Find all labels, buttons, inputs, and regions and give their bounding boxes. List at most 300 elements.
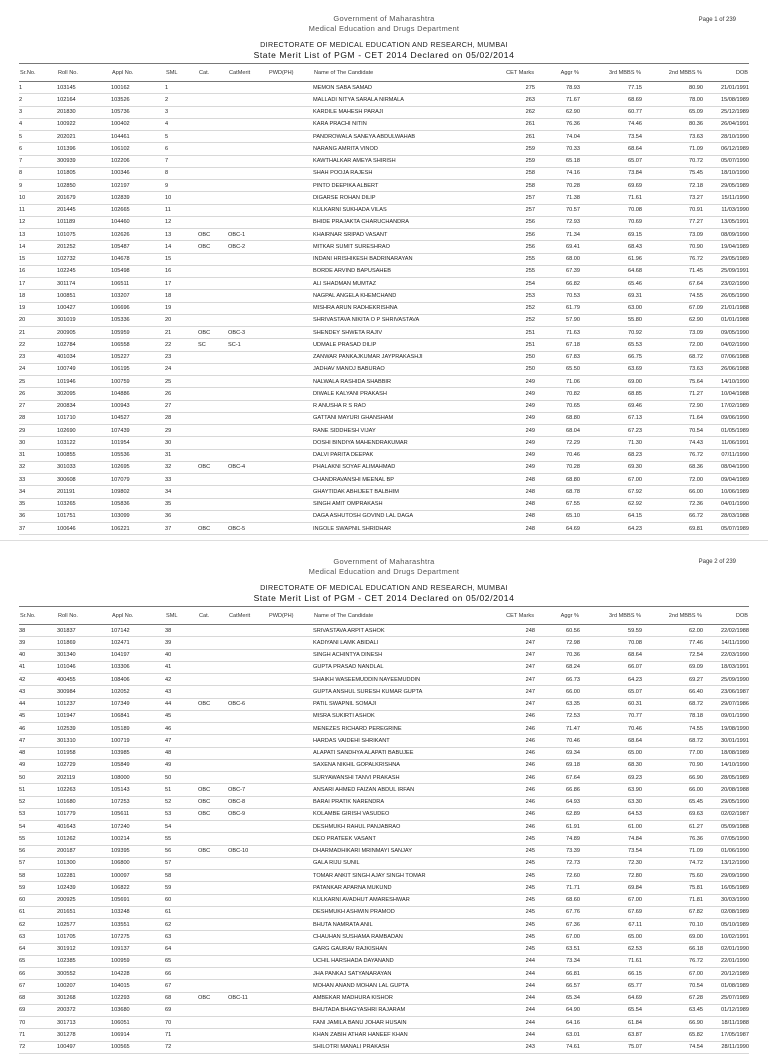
- cell-appl-no: 100759: [111, 376, 165, 388]
- cell-dob: 29/09/1990: [703, 870, 749, 882]
- cell-category: [198, 388, 228, 400]
- table-row: [19, 376, 749, 388]
- cell-third-mbbs-percent: 65.00: [580, 931, 642, 943]
- cell-third-mbbs-percent: 67.11: [580, 919, 642, 931]
- cell-second-mbbs-percent: 69.27: [642, 674, 703, 686]
- cell-candidate-name: SINGH AMIT OMPRAKASH: [313, 498, 488, 510]
- cell-second-mbbs-percent: 76.72: [642, 955, 703, 967]
- cell-sr-no: 42: [19, 674, 57, 686]
- cell-appl-no: 105536: [111, 449, 165, 461]
- cell-third-mbbs-percent: 63.69: [580, 363, 642, 375]
- cell-dob: 07/11/1990: [703, 449, 749, 461]
- cell-appl-no: 104461: [111, 131, 165, 143]
- cell-candidate-name: ALAPATI SANDHYA ALAPATI BABUJEE: [313, 747, 488, 759]
- cell-cet-marks: 244: [488, 955, 535, 967]
- cell-candidate-name: MOHAN ANAND MOHAN LAL GUPTA: [313, 980, 488, 992]
- cell-category: [198, 265, 228, 277]
- cell-aggr-percent: 72.98: [535, 637, 580, 649]
- cell-pwd: [268, 461, 313, 473]
- cell-candidate-name: SURYAWANSHI TANVI PRAKASH: [313, 772, 488, 784]
- cell-pwd: [268, 376, 313, 388]
- cell-dob: 22/01/1990: [703, 955, 749, 967]
- cell-roll-no: 101396: [57, 143, 111, 155]
- cell-sml: 1: [165, 82, 198, 94]
- cell-category: [198, 437, 228, 449]
- cell-candidate-name: DEO PRATEEK VASANT: [313, 833, 488, 845]
- column-header-sr-no: Sr.No.: [19, 607, 57, 625]
- cell-appl-no: 103985: [111, 747, 165, 759]
- cell-second-mbbs-percent: 70.90: [642, 759, 703, 771]
- cell-candidate-name: INDANI HRISHIKESH BADRINARAYAN: [313, 253, 488, 265]
- cell-pwd: [268, 155, 313, 167]
- cell-category: [198, 351, 228, 363]
- cell-third-mbbs-percent: 65.07: [580, 155, 642, 167]
- cell-sml: 62: [165, 919, 198, 931]
- cell-third-mbbs-percent: 71.30: [580, 437, 642, 449]
- cell-pwd: [268, 821, 313, 833]
- cell-cat-merit: [228, 772, 268, 784]
- cell-candidate-name: DHARMADHIKARI MRINMAYI SANJAY: [313, 845, 488, 857]
- cell-appl-no: 105498: [111, 265, 165, 277]
- cell-cet-marks: 258: [488, 167, 535, 179]
- cell-cet-marks: 263: [488, 94, 535, 106]
- column-header-pwd: PWD(PH): [268, 607, 313, 625]
- cell-category: OBC: [198, 784, 228, 796]
- cell-third-mbbs-percent: 63.90: [580, 784, 642, 796]
- cell-dob: 13/12/1990: [703, 857, 749, 869]
- cell-third-mbbs-percent: 70.92: [580, 327, 642, 339]
- cell-cat-merit: [228, 180, 268, 192]
- cell-appl-no: 106102: [111, 143, 165, 155]
- cell-dob: 26/05/1990: [703, 290, 749, 302]
- cell-pwd: [268, 980, 313, 992]
- cell-cat-merit: [228, 674, 268, 686]
- cell-appl-no: 105849: [111, 759, 165, 771]
- cell-candidate-name: DAGA ASHUTOSH GOVIND LAL DAGA: [313, 510, 488, 522]
- table-row: [19, 388, 749, 400]
- table-row: [19, 821, 749, 833]
- table-row: [19, 845, 749, 857]
- cell-candidate-name: SINGH ACHINTYA DINESH: [313, 649, 488, 661]
- cell-dob: 28/03/1988: [703, 510, 749, 522]
- cell-cet-marks: 245: [488, 906, 535, 918]
- cell-category: [198, 204, 228, 216]
- cell-third-mbbs-percent: 66.07: [580, 661, 642, 673]
- cell-appl-no: 103099: [111, 510, 165, 522]
- table-row: [19, 523, 749, 535]
- government-title: Government of Maharashtra: [333, 557, 435, 566]
- cell-sr-no: 32: [19, 461, 57, 473]
- cell-cat-merit: [228, 955, 268, 967]
- cell-appl-no: 100565: [111, 1041, 165, 1053]
- column-header-sml: SML: [165, 64, 198, 82]
- cell-appl-no: 100402: [111, 118, 165, 130]
- cell-cat-merit: [228, 192, 268, 204]
- cell-appl-no: 103248: [111, 906, 165, 918]
- cell-roll-no: 100646: [57, 523, 111, 535]
- cell-sr-no: 34: [19, 486, 57, 498]
- cell-sr-no: 61: [19, 906, 57, 918]
- table-row: [19, 425, 749, 437]
- cell-pwd: [268, 710, 313, 722]
- directorate-title: DIRECTORATE OF MEDICAL EDUCATION AND RESEARCH, MUMBAI: [260, 40, 508, 49]
- cell-second-mbbs-percent: 71.09: [642, 143, 703, 155]
- column-header-roll-no: Roll No.: [57, 607, 111, 625]
- cell-roll-no: 301278: [57, 1029, 111, 1041]
- cell-category: [198, 216, 228, 228]
- cell-sml: 21: [165, 327, 198, 339]
- cell-cet-marks: 250: [488, 363, 535, 375]
- cell-aggr-percent: 67.55: [535, 498, 580, 510]
- cell-sr-no: 70: [19, 1017, 57, 1029]
- cell-sr-no: 1: [19, 82, 57, 94]
- cell-sr-no: 20: [19, 314, 57, 326]
- cell-appl-no: 102626: [111, 229, 165, 241]
- cell-candidate-name: BORDE ARVIND BAPUSAHEB: [313, 265, 488, 277]
- cell-second-mbbs-percent: 70.90: [642, 241, 703, 253]
- cell-cat-merit: [228, 314, 268, 326]
- cell-cat-merit: [228, 943, 268, 955]
- cell-third-mbbs-percent: 64.68: [580, 265, 642, 277]
- table-row: [19, 943, 749, 955]
- cell-cet-marks: 249: [488, 449, 535, 461]
- cell-cet-marks: 275: [488, 82, 535, 94]
- table-row: [19, 314, 749, 326]
- table-row: [19, 796, 749, 808]
- cell-cat-merit: [228, 686, 268, 698]
- cell-category: [198, 192, 228, 204]
- cell-sr-no: 6: [19, 143, 57, 155]
- cell-cat-merit: OBC-8: [228, 796, 268, 808]
- table-row: [19, 919, 749, 931]
- cell-second-mbbs-percent: 67.09: [642, 302, 703, 314]
- cell-candidate-name: RANE SIDDHESH VIJAY: [313, 425, 488, 437]
- cell-pwd: [268, 919, 313, 931]
- cell-sml: 36: [165, 510, 198, 522]
- cell-aggr-percent: 66.82: [535, 278, 580, 290]
- cell-sr-no: 27: [19, 400, 57, 412]
- cell-aggr-percent: 72.53: [535, 710, 580, 722]
- cell-appl-no: 102206: [111, 155, 165, 167]
- cell-appl-no: 103526: [111, 94, 165, 106]
- cell-sr-no: 54: [19, 821, 57, 833]
- cell-cet-marks: 256: [488, 229, 535, 241]
- cell-appl-no: 106511: [111, 278, 165, 290]
- cell-roll-no: 201191: [57, 486, 111, 498]
- cell-candidate-name: PHALAKNI SOYAF ALIMAHMAD: [313, 461, 488, 473]
- cell-candidate-name: DESHMUKH RAHUL PANJABRAO: [313, 821, 488, 833]
- cell-cat-merit: [228, 216, 268, 228]
- column-header-dob: DOB: [703, 64, 749, 82]
- cell-pwd: [268, 302, 313, 314]
- cell-cat-merit: [228, 510, 268, 522]
- cell-dob: 17/05/1987: [703, 1029, 749, 1041]
- cell-cet-marks: 261: [488, 118, 535, 130]
- cell-category: OBC: [198, 845, 228, 857]
- cell-third-mbbs-percent: 74.46: [580, 118, 642, 130]
- table-row: [19, 437, 749, 449]
- column-header-pwd: PWD(PH): [268, 64, 313, 82]
- cell-category: OBC: [198, 461, 228, 473]
- cell-roll-no: 200187: [57, 845, 111, 857]
- cell-candidate-name: MENEZES RICHARD PEREGRINE: [313, 723, 488, 735]
- cell-candidate-name: MITKAR SUMIT SURESHRAO: [313, 241, 488, 253]
- table-row: [19, 698, 749, 710]
- cell-third-mbbs-percent: 62.53: [580, 943, 642, 955]
- cell-sr-no: 3: [19, 106, 57, 118]
- cell-cat-merit: OBC-11: [228, 992, 268, 1004]
- cell-roll-no: 201252: [57, 241, 111, 253]
- cell-pwd: [268, 1041, 313, 1053]
- cell-aggr-percent: 71.71: [535, 882, 580, 894]
- cell-cet-marks: 249: [488, 461, 535, 473]
- cell-aggr-percent: 70.46: [535, 735, 580, 747]
- table-row: [19, 674, 749, 686]
- cell-aggr-percent: 70.57: [535, 204, 580, 216]
- cell-cat-merit: [228, 265, 268, 277]
- cell-dob: 22/02/1988: [703, 625, 749, 637]
- cell-category: [198, 919, 228, 931]
- cell-category: [198, 747, 228, 759]
- cell-sml: 2: [165, 94, 198, 106]
- cell-roll-no: 300939: [57, 155, 111, 167]
- cell-cat-merit: [228, 637, 268, 649]
- cell-aggr-percent: 74.16: [535, 167, 580, 179]
- table-row: [19, 747, 749, 759]
- cell-sml: 59: [165, 882, 198, 894]
- cell-pwd: [268, 931, 313, 943]
- cell-sml: 10: [165, 192, 198, 204]
- cell-sr-no: 38: [19, 625, 57, 637]
- cell-pwd: [268, 253, 313, 265]
- cell-cet-marks: 246: [488, 759, 535, 771]
- cell-aggr-percent: 62.89: [535, 808, 580, 820]
- cell-second-mbbs-percent: 67.00: [642, 968, 703, 980]
- cell-sr-no: 7: [19, 155, 57, 167]
- cell-category: [198, 1041, 228, 1053]
- cell-sr-no: 16: [19, 265, 57, 277]
- cell-second-mbbs-percent: 66.00: [642, 486, 703, 498]
- cell-sml: 44: [165, 698, 198, 710]
- cell-sml: 42: [165, 674, 198, 686]
- cell-second-mbbs-percent: 66.18: [642, 943, 703, 955]
- cell-pwd: [268, 131, 313, 143]
- cell-category: [198, 412, 228, 424]
- cell-sr-no: 33: [19, 474, 57, 486]
- cell-aggr-percent: 66.81: [535, 968, 580, 980]
- cell-sr-no: 28: [19, 412, 57, 424]
- cell-roll-no: 201445: [57, 204, 111, 216]
- cell-cat-merit: [228, 759, 268, 771]
- cell-aggr-percent: 67.83: [535, 351, 580, 363]
- column-header-candidate-name: Name of The Candidate: [313, 607, 488, 625]
- cell-sr-no: 21: [19, 327, 57, 339]
- cell-roll-no: 100497: [57, 1041, 111, 1053]
- cell-roll-no: 102281: [57, 870, 111, 882]
- cell-cat-merit: [228, 437, 268, 449]
- cell-sml: 54: [165, 821, 198, 833]
- cell-dob: 21/01/1991: [703, 82, 749, 94]
- table-row: [19, 278, 749, 290]
- cell-third-mbbs-percent: 67.23: [580, 425, 642, 437]
- cell-category: [198, 449, 228, 461]
- cell-category: [198, 661, 228, 673]
- cell-cet-marks: 248: [488, 625, 535, 637]
- cell-cet-marks: 245: [488, 833, 535, 845]
- cell-category: [198, 968, 228, 980]
- cell-category: [198, 649, 228, 661]
- cell-roll-no: 102577: [57, 919, 111, 931]
- cell-sr-no: 11: [19, 204, 57, 216]
- cell-sml: 35: [165, 498, 198, 510]
- cell-roll-no: 301310: [57, 735, 111, 747]
- cell-dob: 29/05/1989: [703, 180, 749, 192]
- cell-cet-marks: 259: [488, 143, 535, 155]
- cell-dob: 07/06/1988: [703, 351, 749, 363]
- cell-cet-marks: 247: [488, 674, 535, 686]
- cell-dob: 30/03/1990: [703, 894, 749, 906]
- cell-pwd: [268, 474, 313, 486]
- directorate-title: DIRECTORATE OF MEDICAL EDUCATION AND RESEARCH, MUMBAI: [260, 583, 508, 592]
- table-row: [19, 216, 749, 228]
- cell-second-mbbs-percent: 71.64: [642, 412, 703, 424]
- cell-second-mbbs-percent: 73.63: [642, 363, 703, 375]
- cell-category: OBC: [198, 992, 228, 1004]
- cell-candidate-name: KHAIRNAR SRIPAD VASANT: [313, 229, 488, 241]
- cell-pwd: [268, 523, 313, 535]
- cell-cat-merit: [228, 131, 268, 143]
- cell-sml: 40: [165, 649, 198, 661]
- cell-sml: 67: [165, 980, 198, 992]
- cell-pwd: [268, 943, 313, 955]
- cell-cat-merit: [228, 498, 268, 510]
- cell-category: [198, 857, 228, 869]
- cell-third-mbbs-percent: 68.30: [580, 759, 642, 771]
- cell-sml: 45: [165, 710, 198, 722]
- cell-pwd: [268, 192, 313, 204]
- cell-sml: 43: [165, 686, 198, 698]
- table-row: [19, 167, 749, 179]
- cell-dob: 29/05/1990: [703, 796, 749, 808]
- cell-dob: 10/04/1988: [703, 388, 749, 400]
- cell-cat-merit: [228, 1041, 268, 1053]
- cell-cat-merit: OBC-10: [228, 845, 268, 857]
- cell-cet-marks: 249: [488, 412, 535, 424]
- merit-table: [19, 63, 749, 535]
- cell-third-mbbs-percent: 67.00: [580, 894, 642, 906]
- cell-cet-marks: 256: [488, 241, 535, 253]
- cell-aggr-percent: 71.06: [535, 376, 580, 388]
- table-row: [19, 363, 749, 375]
- cell-sml: 5: [165, 131, 198, 143]
- cell-cet-marks: 259: [488, 155, 535, 167]
- cell-category: [198, 637, 228, 649]
- cell-dob: 14/11/1990: [703, 637, 749, 649]
- column-header-dob: DOB: [703, 607, 749, 625]
- cell-candidate-name: SHENDEY SHWETA RAJIV: [313, 327, 488, 339]
- cell-roll-no: 103122: [57, 437, 111, 449]
- cell-third-mbbs-percent: 67.13: [580, 412, 642, 424]
- cell-second-mbbs-percent: 72.00: [642, 339, 703, 351]
- cell-second-mbbs-percent: 69.00: [642, 931, 703, 943]
- cell-roll-no: 101710: [57, 412, 111, 424]
- cell-pwd: [268, 82, 313, 94]
- cell-roll-no: 100855: [57, 449, 111, 461]
- cell-roll-no: 300984: [57, 686, 111, 698]
- cell-cet-marks: 255: [488, 253, 535, 265]
- cell-cat-merit: [228, 363, 268, 375]
- table-row: [19, 1017, 749, 1029]
- cell-sml: 63: [165, 931, 198, 943]
- column-header-category: Cat.: [198, 607, 228, 625]
- cell-roll-no: 202021: [57, 131, 111, 143]
- cell-dob: 06/12/1989: [703, 143, 749, 155]
- cell-appl-no: 107439: [111, 425, 165, 437]
- table-row: [19, 931, 749, 943]
- cell-third-mbbs-percent: 74.84: [580, 833, 642, 845]
- cell-cet-marks: 246: [488, 710, 535, 722]
- table-row: [19, 968, 749, 980]
- cell-cat-merit: [228, 425, 268, 437]
- cell-second-mbbs-percent: 67.28: [642, 992, 703, 1004]
- cell-appl-no: 107240: [111, 821, 165, 833]
- column-header-appl-no: Appl No.: [111, 64, 165, 82]
- cell-sml: 25: [165, 376, 198, 388]
- cell-appl-no: 106914: [111, 1029, 165, 1041]
- table-row: [19, 229, 749, 241]
- column-header-sr-no: Sr.No.: [19, 64, 57, 82]
- cell-sml: 16: [165, 265, 198, 277]
- cell-roll-no: 301837: [57, 625, 111, 637]
- cell-roll-no: 200905: [57, 327, 111, 339]
- cell-dob: 01/01/1988: [703, 314, 749, 326]
- cell-category: SC: [198, 339, 228, 351]
- table-header-row: [19, 64, 749, 82]
- cell-cet-marks: 246: [488, 784, 535, 796]
- cell-cat-merit: OBC-5: [228, 523, 268, 535]
- cell-second-mbbs-percent: 77.00: [642, 747, 703, 759]
- cell-roll-no: 101751: [57, 510, 111, 522]
- cell-second-mbbs-percent: 75.81: [642, 882, 703, 894]
- cell-third-mbbs-percent: 64.15: [580, 510, 642, 522]
- table-row: [19, 661, 749, 673]
- cell-category: [198, 955, 228, 967]
- cell-category: [198, 710, 228, 722]
- cell-third-mbbs-percent: 69.30: [580, 461, 642, 473]
- cell-third-mbbs-percent: 68.64: [580, 649, 642, 661]
- cell-category: [198, 735, 228, 747]
- cell-cat-merit: [228, 302, 268, 314]
- cell-third-mbbs-percent: 61.96: [580, 253, 642, 265]
- cell-roll-no: 101189: [57, 216, 111, 228]
- cell-sml: 56: [165, 845, 198, 857]
- cell-cet-marks: 245: [488, 882, 535, 894]
- cell-dob: 05/07/1990: [703, 155, 749, 167]
- cell-second-mbbs-percent: 65.82: [642, 1029, 703, 1041]
- cell-aggr-percent: 68.00: [535, 253, 580, 265]
- cell-pwd: [268, 674, 313, 686]
- cell-second-mbbs-percent: 66.90: [642, 772, 703, 784]
- cell-sr-no: 30: [19, 437, 57, 449]
- cell-aggr-percent: 68.04: [535, 425, 580, 437]
- cell-roll-no: 101237: [57, 698, 111, 710]
- cell-dob: 25/09/1991: [703, 265, 749, 277]
- cell-dob: 15/08/1989: [703, 94, 749, 106]
- cell-dob: 02/08/1989: [703, 906, 749, 918]
- cell-roll-no: 101805: [57, 167, 111, 179]
- cell-roll-no: 100427: [57, 302, 111, 314]
- cell-candidate-name: MISRA SUKIRTI ASHOK: [313, 710, 488, 722]
